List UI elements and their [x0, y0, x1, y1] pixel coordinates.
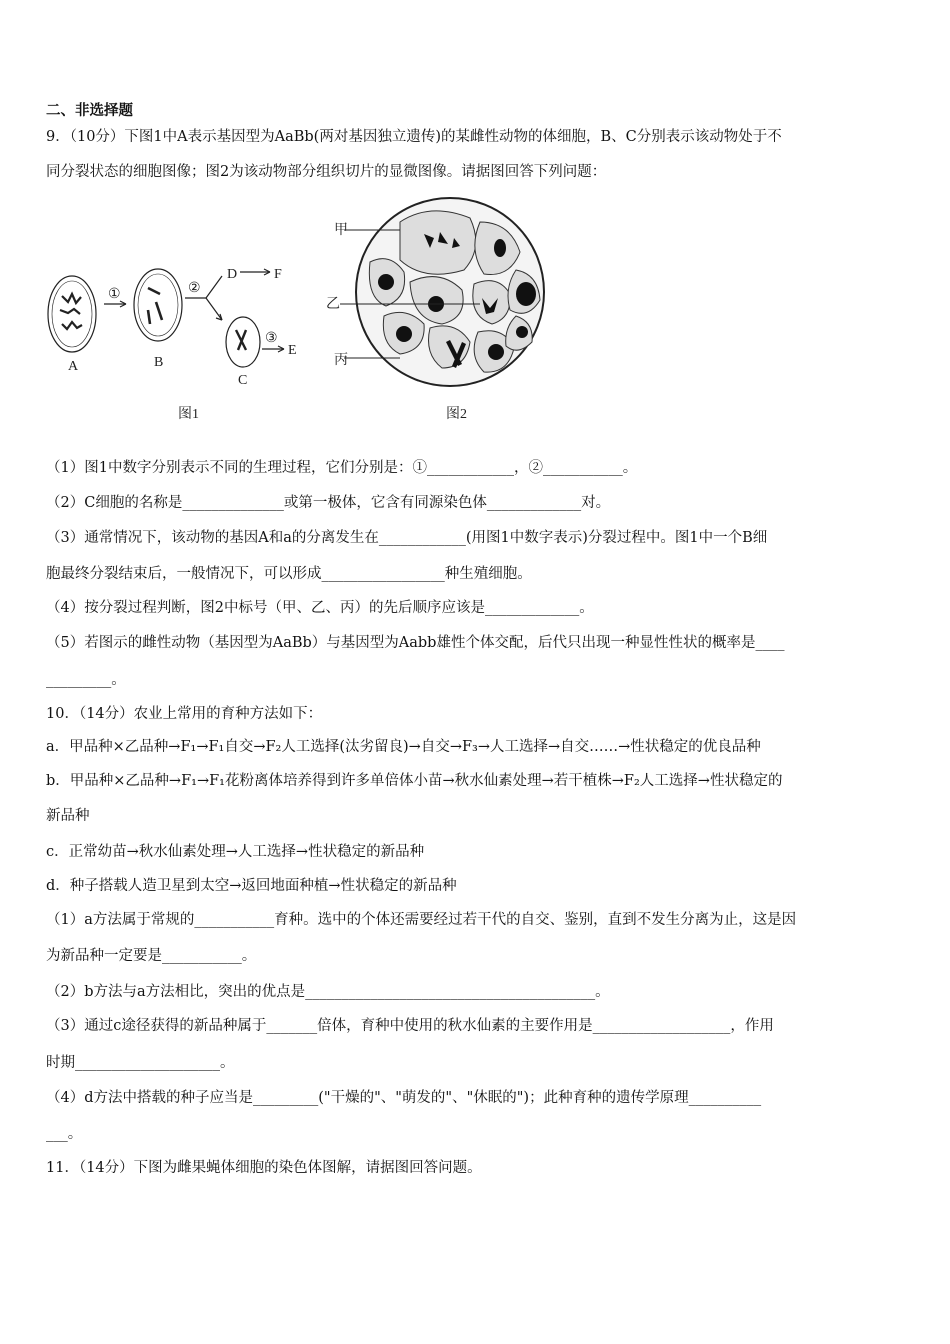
q10-method-a: a．甲品种×乙品种→F₁→F₁自交→F₂人工选择(汰劣留良)→自交→F₃→人工选择→自交……→性状稳定的优良品种: [46, 739, 761, 755]
q9-sub4: （4）按分裂过程判断，图2中标号（甲、乙、丙）的先后顺序应该是_____________。: [46, 600, 594, 616]
q10-header: 10．（14分）农业上常用的育种方法如下：: [46, 706, 323, 722]
step-2: ②: [188, 281, 201, 296]
q9-sub3-line1: （3）通常情况下，该动物的基因A和a的分离发生在____________(用图1中数字表示)分裂过程中。图1中一个B细: [46, 530, 768, 546]
q10-method-d: d．种子搭载人造卫星到太空→返回地面种植→性状稳定的新品种: [46, 878, 457, 894]
q10-sub2: （2）b方法与a方法相比，突出的优点是________________________________________。: [46, 984, 610, 1000]
figure2: [340, 198, 544, 386]
q10-sub4-line1: （4）d方法中搭载的种子应当是_________("干燥的"、"萌发的"、"休眠的")；此种育种的遗传学原理__________: [46, 1090, 762, 1106]
label-d: D: [227, 267, 238, 282]
q9-sub3-line2: 胞最终分裂结束后，一般情况下，可以形成_________________种生殖细胞。: [46, 566, 532, 582]
q9-sub5-line2: _________。: [46, 672, 126, 688]
q9-header-line2: 同分裂状态的细胞图像；图2为该动物部分组织切片的显微图像。请据图回答下列问题：: [46, 164, 607, 180]
q10-sub3-line2: 时期____________________。: [46, 1055, 235, 1071]
fig1-caption: 图1: [178, 407, 199, 422]
q11-header: 11．（14分）下图为雌果蝇体细胞的染色体图解，请据图回答问题。: [46, 1160, 482, 1176]
label-b: B: [154, 355, 164, 370]
arrow-2-down: [206, 298, 222, 320]
q10-method-b-line2: 新品种: [46, 808, 90, 824]
cell-a: [48, 276, 96, 352]
q10-sub1-line2: 为新品种一定要是___________。: [46, 948, 257, 964]
step-3: ③: [265, 331, 278, 346]
q10-sub4-line2: ___。: [46, 1126, 83, 1142]
figure1: [48, 269, 284, 367]
q9-sub2: （2）C细胞的名称是______________或第一极体，它含有同源染色体_____________对。: [46, 495, 611, 511]
q10-method-b-line1: b．甲品种×乙品种→F₁→F₁花粉离体培养得到许多单倍体小苗→秋水仙素处理→若干植株→F₂人工选择→性状稳定的: [46, 773, 783, 789]
q10-sub3-line1: （3）通过c途径获得的新品种属于_______倍体，育种中使用的秋水仙素的主要作用是___________________，作用: [46, 1018, 774, 1034]
fig2-label-bing: 丙: [334, 353, 348, 368]
section-title: 二、非选择题: [46, 102, 133, 119]
q9-sub1: （1）图1中数字分别表示不同的生理过程，它们分别是：①____________，②___________。: [46, 460, 638, 476]
q9-figure: [40, 192, 560, 437]
fig2-label-jia: 甲: [334, 223, 348, 238]
q10-method-c: c．正常幼苗→秋水仙素处理→人工选择→性状稳定的新品种: [46, 844, 425, 860]
q9-header-line1: 9．（10分）下图1中A表示基因型为AaBb(两对基因独立遗传)的某雌性动物的体细胞，B、C分别表示该动物处于不: [46, 129, 782, 145]
fig2-caption: 图2: [446, 407, 467, 422]
label-f: F: [274, 267, 282, 282]
q9-sub5-line1: （5）若图示的雌性动物（基因型为AaBb）与基因型为Aabb雄性个体交配，后代只出现一种显性性状的概率是____: [46, 635, 785, 651]
label-e: E: [288, 343, 297, 358]
label-c: C: [238, 373, 248, 388]
step-1: ①: [108, 287, 121, 302]
label-a: A: [68, 359, 79, 374]
q10-sub1-line1: （1）a方法属于常规的___________育种。选中的个体还需要经过若干代的自交、鉴别，直到不发生分离为止，这是因: [46, 912, 797, 928]
fig2-label-yi: 乙: [326, 297, 340, 312]
